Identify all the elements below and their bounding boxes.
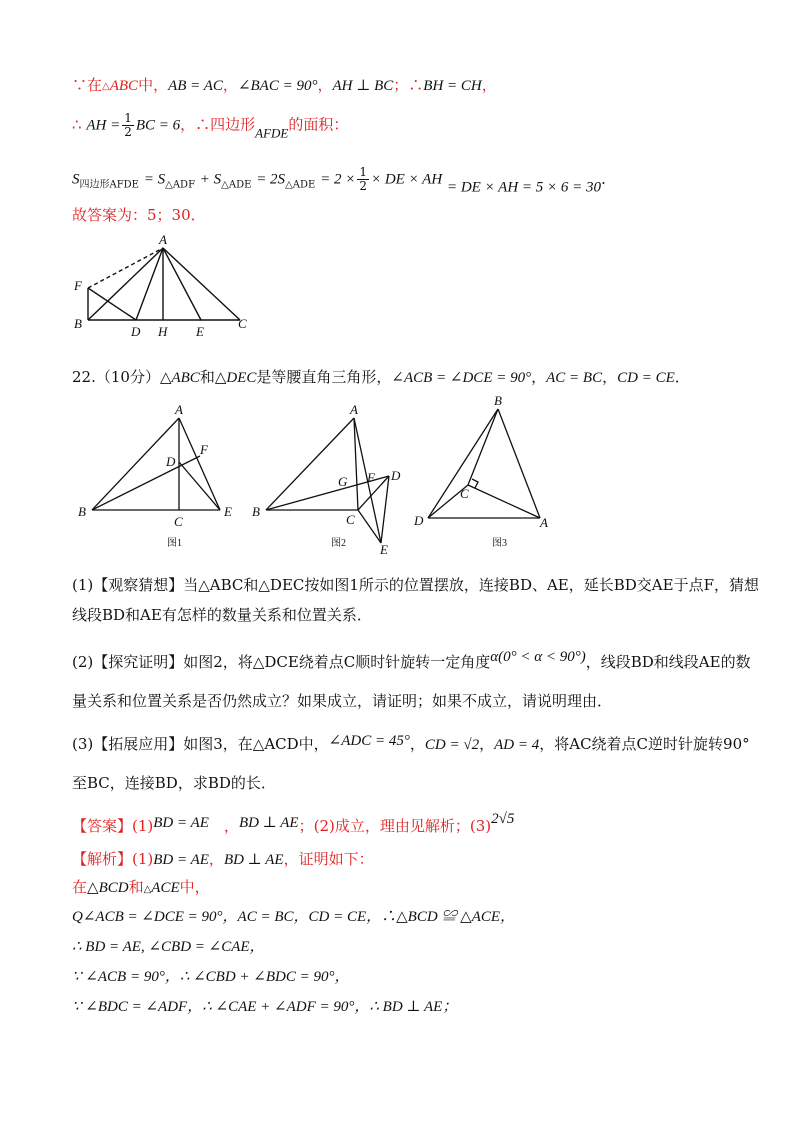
figure-3-caption: 图3	[492, 538, 507, 549]
solution-line-2: ∴ AH = $\frac{1}{2}$ BC = 6，∴四边形AFDE的面积：	[72, 111, 349, 141]
label-H: H	[158, 324, 168, 339]
solution-congruence: Q∠ACB = ∠DCE = 90°，AC = BC，CD = CE，∴△BCD ≌ △ACE，	[72, 909, 516, 925]
part-1-line-2: 线段BD和AE有怎样的数量关系和位置关系．	[72, 606, 372, 624]
solution-angle-sum: ∵ ∠ACB = 90°，∴ ∠CBD + ∠BDC = 90°，	[72, 969, 350, 985]
solution-line-in: 在△BCD和△ACE中，	[72, 878, 210, 896]
solution-perpendicular: ∵ ∠BDC = ∠ADF，∴ ∠CAE + ∠ADF = 90°，∴ BD ⊥ AE；	[72, 999, 458, 1015]
solution-line-3: $S_{四边形AFDE} = S_{\triangle ADF} + S_{\triangle ADE} = 2S_{\triangle ADE} = 2$ × $\frac{1}{2}$ × DE × AH = DE × AH = 5 × 6 = 30．	[72, 165, 617, 196]
label-F: F	[74, 278, 82, 293]
label-C: C	[460, 486, 469, 501]
label-A: A	[540, 515, 548, 530]
label-D: D	[131, 324, 141, 339]
part-3-line-1: (3)【拓展应用】如图3，在△ACD中，∠ADC = 45°，CD = √2，AD = 4，将AC绕着点C逆时针旋转90°	[72, 733, 750, 753]
label-C: C	[174, 514, 183, 529]
label-D: D	[166, 454, 176, 469]
label-A: A	[175, 402, 183, 417]
label-A: A	[159, 232, 167, 247]
part-2-line-2: 量关系和位置关系是否仍然成立？如果成立，请证明；如果不成立，请说明理由．	[72, 692, 613, 710]
label-C: C	[238, 316, 247, 331]
label-G: G	[338, 474, 348, 489]
label-F: F	[200, 442, 208, 457]
figure-triangle-afde	[70, 230, 260, 340]
figure-2-caption: 图2	[331, 538, 346, 549]
part-3-line-2: 至BC，连接BD，求BD的长．	[72, 774, 276, 792]
solution-header: 【解析】(1)BD = AE，BD ⊥ AE，证明如下：	[72, 850, 374, 868]
solution-equal-angles: ∴ BD = AE, ∠CBD = ∠CAE，	[72, 939, 265, 955]
label-C: C	[346, 512, 355, 527]
label-B: B	[494, 393, 502, 408]
answer-line: 【答案】(1)BD = AE ，BD ⊥ AE；(2)成立，理由见解析；(3)2√5	[72, 811, 515, 835]
label-D: D	[391, 468, 401, 483]
label-B: B	[74, 316, 82, 331]
label-B: B	[252, 504, 260, 519]
part-1-line-1: (1)【观察猜想】当△ABC和△DEC按如图1所示的位置摆放，连接BD、AE，延长BD交AE于点F，猜想	[72, 576, 760, 594]
figure-2	[246, 400, 416, 558]
label-E: E	[380, 542, 388, 557]
label-E: E	[224, 504, 232, 519]
figure-3	[412, 393, 562, 553]
question-22-header: 22.（10分）△ABC和△DEC是等腰直角三角形，∠ACB = ∠DCE = 90°，AC = BC，CD = CE．	[72, 368, 690, 386]
label-D: D	[414, 513, 424, 528]
label-A: A	[350, 402, 358, 417]
figure-1	[72, 400, 247, 550]
solution-line-1: ∵在△ABC中，AB = AC，∠BAC = 90°，AH ⊥ BC；∴BH = CH，	[72, 76, 497, 94]
label-B: B	[78, 504, 86, 519]
figure-1-caption: 图1	[167, 538, 182, 549]
part-2-line-1: (2)【探究证明】如图2，将△DCE绕着点C顺时针旋转一定角度α(0° < α < 90°)，线段BD和线段AE的数	[72, 649, 751, 671]
answer-summary: 故答案为：5；30．	[72, 206, 206, 224]
label-F: F	[367, 470, 375, 485]
label-E: E	[196, 324, 204, 339]
